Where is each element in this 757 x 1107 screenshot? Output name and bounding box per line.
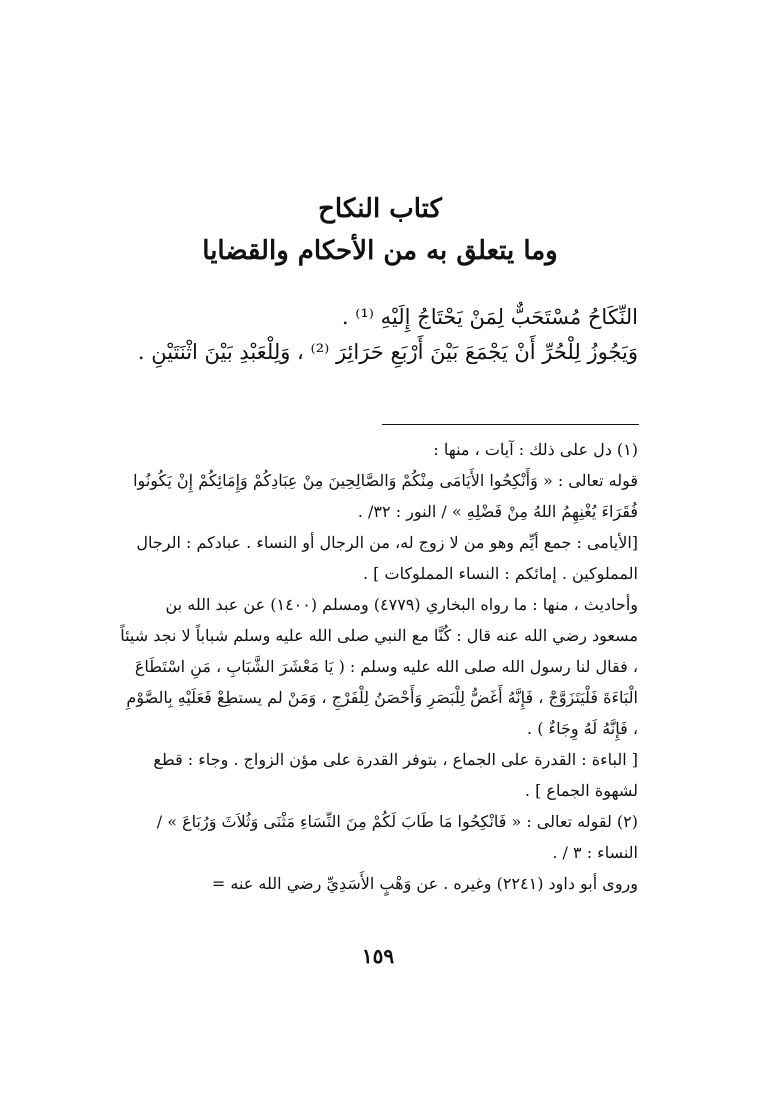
- footnote-paragraph: (١) دل على ذلك : آيات ، منها :: [433, 440, 638, 459]
- main-text: [118, 300, 638, 370]
- chapter-title: كتاب النكاح: [318, 194, 442, 224]
- main-paragraph: النِّكَاحُ مُسْتَحَبٌّ لِمَنْ يَحْتَاجُ إِلَيْهِ ⁽¹⁾ .: [341, 305, 638, 329]
- footnotes: [118, 434, 638, 899]
- footnote-paragraph: وأحاديث ، منها : ما رواه البخاري (٤٧٧٩) ومسلم (١٤٠٠) عن عبد الله بن مسعود رضي الله عنه قال : كُنَّا مع النبي صلى الله عليه وسلم شباباً لا نجد شيئاً ، فقال لنا رسول الله صلى الله عليه وسلم : ( يَا مَعْشَرَ الشَّبَابِ ، مَنِ اسْتَطَاعَ الْبَاءَةَ فَلْيَتَزَوَّجْ ، فَإِنَّهُ أَغَضُّ لِلْبَصَرِ وَأَحْصَنُ لِلْفَرْجِ ، وَمَنْ لم يستطِعْ فَعَلَيْهِ بِالصَّوْمِ ، فَإِنَّهُ لَهُ وِجَاءٌ ) .: [120, 595, 638, 738]
- footnote-paragraph: [الأيامى : جمع أيِّم وهو من لا زوج له، من الرجال أو النساء . عبادكم : الرجال المملوكين . إمائكم : النساء المملوكات ] .: [136, 533, 638, 583]
- footnote-paragraph: (٢) لقوله تعالى : « فَانْكِحُوا مَا طَابَ لَكُمْ مِنَ النِّسَاءِ مَثْنَى وَثُلاَثَ وَرُبَاعَ » / النساء : ٣ / .: [156, 812, 638, 862]
- page-number: ١٥٩: [361, 944, 395, 968]
- footnote-divider: [382, 424, 639, 425]
- footnote-paragraph: [ الباءة : القدرة على الجماع ، بتوفر القدرة على مؤن الزواج . وجاء : قطع لشهوة الجماع ] .: [153, 750, 638, 800]
- main-paragraph: وَيَجُوزُ لِلْحُرِّ أَنْ يَجْمَعَ بَيْنَ أَرْبَعِ حَرَائِرَ ⁽²⁾ ، وَلِلْعَبْدِ بَيْنَ اثْنَتَيْنِ .: [137, 340, 638, 364]
- footnote-paragraph: وروى أبو داود (٢٢٤١) وغيره . عن وَهْبٍ الأَسَدِيِّ رضي الله عنه =: [211, 874, 638, 893]
- footnote-paragraph: قوله تعالى : « وَأَنْكِحُوا الأَيَامَى مِنْكُمْ وَالصَّالِحِينَ مِنْ عِبَادِكُمْ وَإِمَائِكُمْ إِنْ يَكُونُوا فُقَرَاءَ يُغْنِهِمُ اللهُ مِنْ فَضْلِهِ » / النور : ٣٢/ .: [133, 471, 638, 521]
- chapter-subtitle: وما يتعلق به من الأحكام والقضايا: [202, 236, 558, 266]
